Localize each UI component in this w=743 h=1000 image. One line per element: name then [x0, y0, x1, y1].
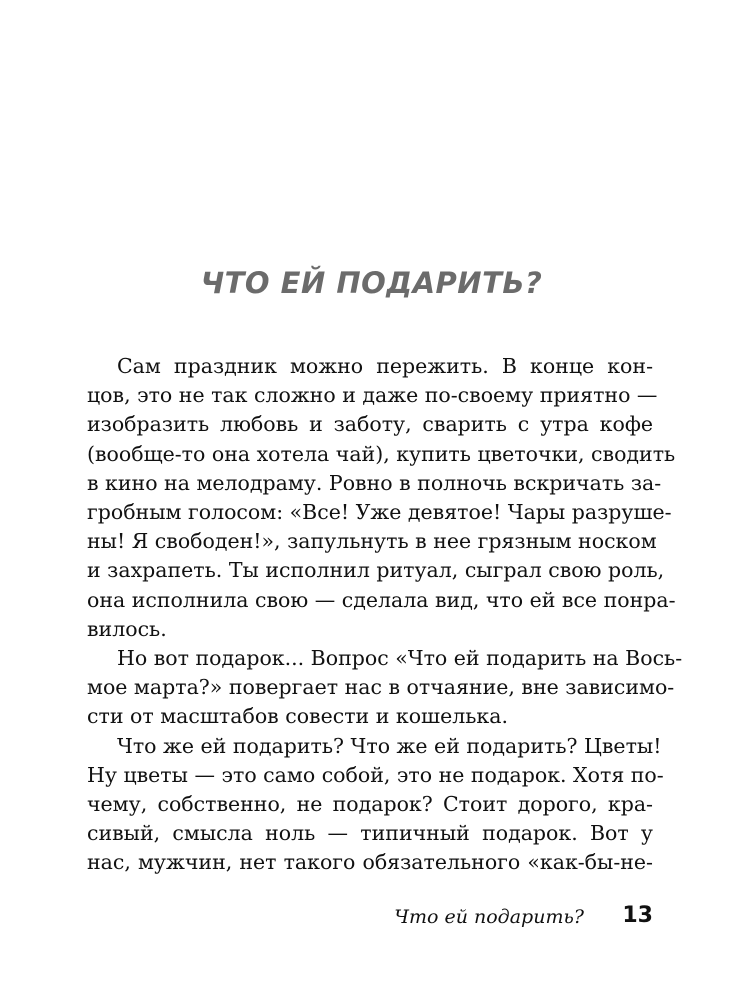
text-line: в кино на мелодраму. Ровно в полночь вскричать за- [87, 470, 662, 495]
text-line: Что же ей подарить? Что же ей подарить? Цветы! [117, 733, 662, 758]
paragraph [87, 644, 683, 732]
page-number: 13 [622, 903, 653, 928]
chapter-title: ЧТО ЕЙ ПОДАРИТЬ? [200, 266, 543, 300]
text-line: сивый, смысла ноль — типичный подарок. Вот у [87, 821, 653, 846]
body-text [87, 352, 683, 878]
running-title: Что ей подарить? [394, 906, 584, 928]
text-line: и захрапеть. Ты исполнил ритуал, сыграл свою роль, [87, 558, 665, 583]
text-line: (вообще-то она хотела чай), купить цветочки, сводить [87, 441, 676, 466]
text-line: сти от масштабов совести и кошелька. [87, 704, 508, 729]
text-line: мое марта?» повергает нас в отчаяние, вне зависимо- [87, 675, 675, 700]
paragraph [87, 352, 676, 644]
text-line: гробным голосом: «Все! Уже девятое! Чары разруше- [87, 500, 672, 525]
text-line: чему, собственно, не подарок? Стоит дорого, кра- [87, 792, 653, 817]
text-line: Но вот подарок... Вопрос «Что ей подарить на Вось- [117, 646, 683, 671]
text-line: Ну цветы — это само собой, это не подарок. Хотя по- [87, 762, 664, 787]
text-line: вилось. [87, 616, 167, 641]
text-line: она исполнила свою — сделала вид, что ей все понра- [87, 587, 676, 612]
text-line: ны! Я свободен!», запульнуть в нее грязным носком [87, 529, 657, 554]
text-line: изобразить любовь и заботу, сварить с утра кофе [87, 412, 653, 437]
text-line: цов, это не так сложно и даже по-своему приятно — [87, 383, 658, 408]
paragraph [87, 732, 664, 878]
text-line: нас, мужчин, нет такого обязательного «как-бы-не- [87, 850, 653, 875]
page-footer [87, 902, 653, 932]
text-line: Сам праздник можно пережить. В конце кон- [117, 354, 653, 378]
